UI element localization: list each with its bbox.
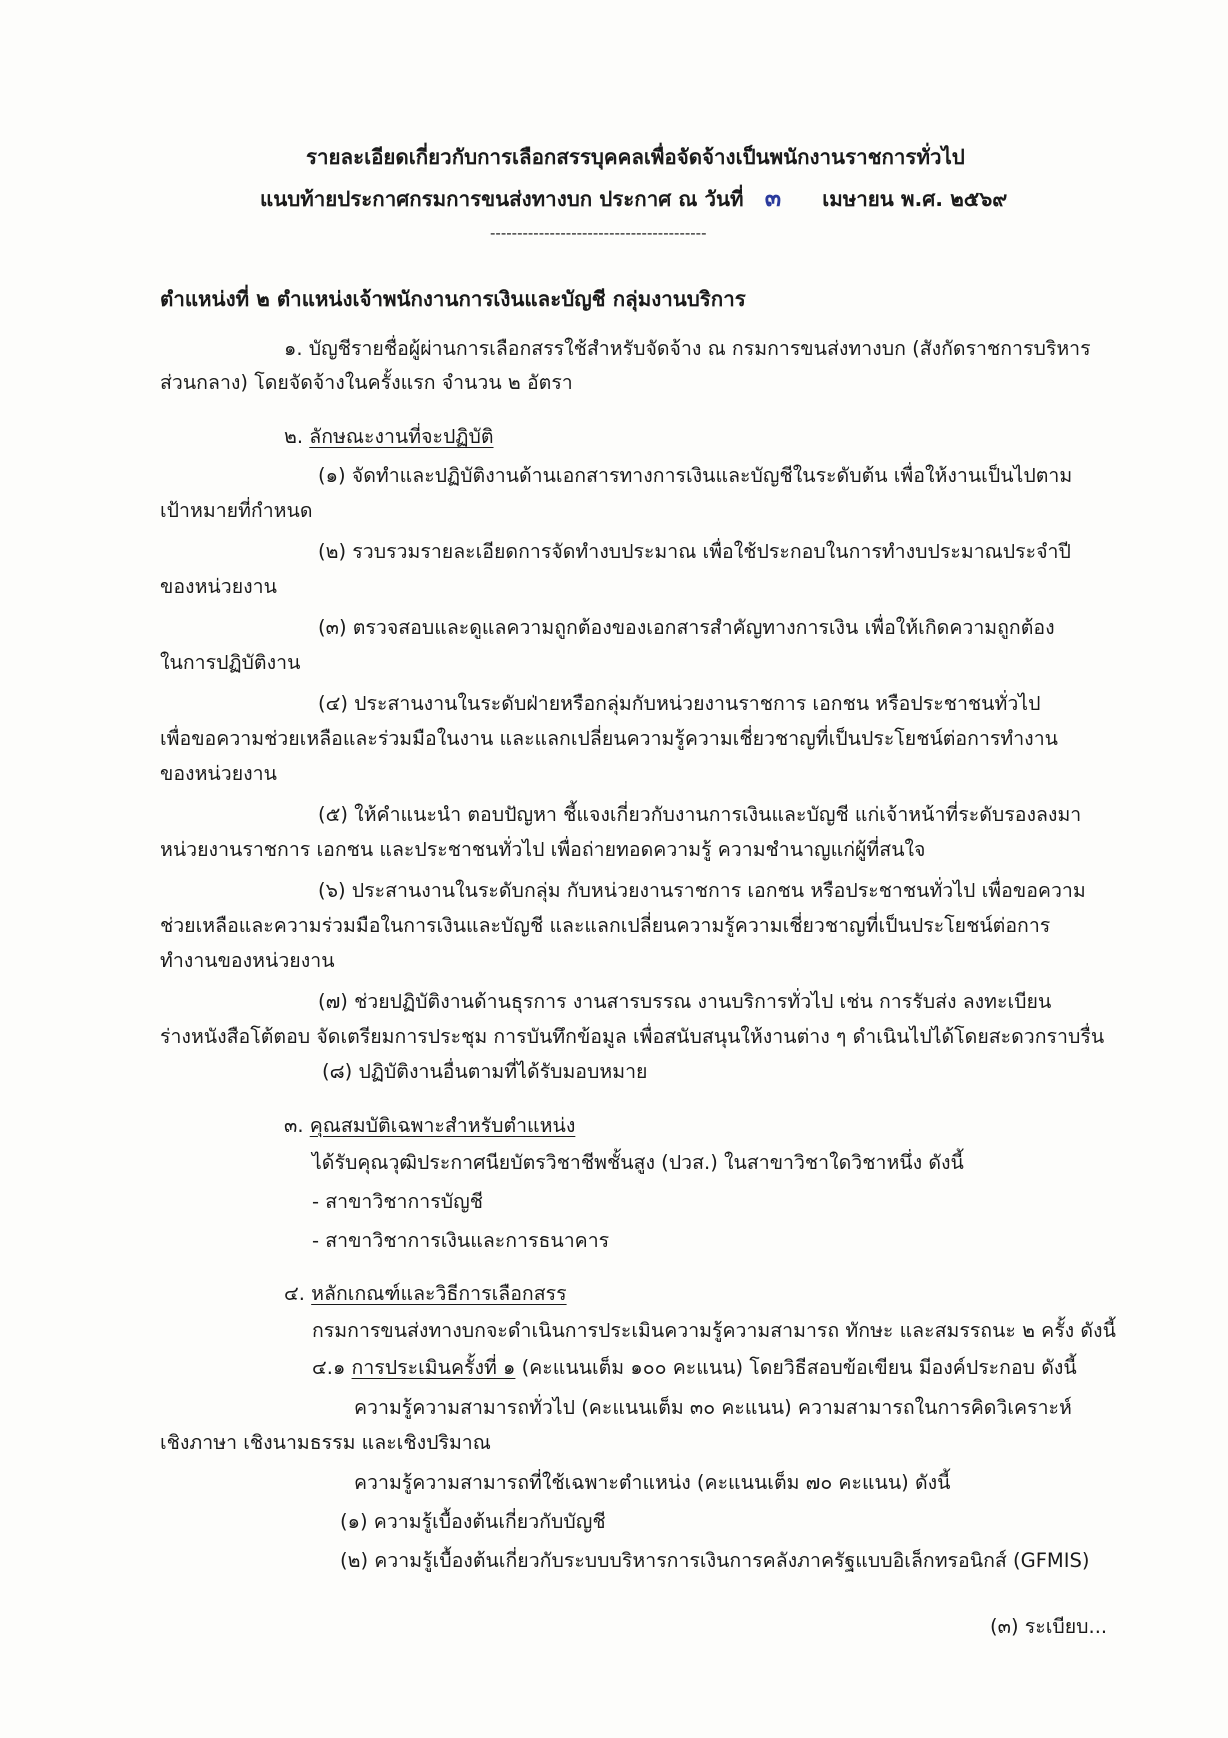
- duty-line: ของหน่วยงาน: [160, 762, 277, 785]
- document-title-line2: [260, 183, 1007, 214]
- duty-line: (๖) ประสานงานในระดับกลุ่ม กับหน่วยงานราชการ เอกชน หรือประชาชนทั่วไป เพื่อขอความ: [318, 879, 1086, 902]
- qualification-line: - สาขาวิชาการบัญชี: [312, 1190, 483, 1213]
- qualification-line: ได้รับคุณวุฒิประกาศนียบัตรวิชาชีพชั้นสูง (ปวส.) ในสาขาวิชาใดวิชาหนึ่ง ดังนี้: [312, 1151, 964, 1174]
- section4-intro: กรมการขนส่งทางบกจะดำเนินการประเมินความรู้ความสามารถ ทักษะ และสมรรถนะ ๒ ครั้ง ดังนี้: [312, 1319, 1116, 1342]
- section4-1-rest: (คะแนนเต็ม ๑๐๐ คะแนน) โดยวิธีสอบข้อเขียน มีองค์ประกอบ ดังนี้: [521, 1356, 1077, 1379]
- qualification-line: - สาขาวิชาการเงินและการธนาคาร: [312, 1229, 610, 1252]
- section4-heading-text: หลักเกณฑ์และวิธีการเลือกสรร: [311, 1282, 567, 1305]
- continued-marker: (๓) ระเบียบ...: [990, 1615, 1108, 1638]
- assessment-line: ความรู้ความสามารถที่ใช้เฉพาะตำแหน่ง (คะแนนเต็ม ๗๐ คะแนน) ดังนี้: [354, 1471, 951, 1494]
- duty-line: (๗) ช่วยปฏิบัติงานด้านธุรการ งานสารบรรณ งานบริการทั่วไป เช่น การรับส่ง ลงทะเบียน: [318, 990, 1052, 1013]
- duty-line: ช่วยเหลือและความร่วมมือในการเงินและบัญชี และแลกเปลี่ยนความรู้ความเชี่ยวชาญที่เป็นประโยชน์ต่อการ: [160, 914, 1051, 937]
- duty-line: (๑) จัดทำและปฏิบัติงานด้านเอกสารทางการเงินและบัญชีในระดับต้น เพื่อให้งานเป็นไปตาม: [318, 464, 1073, 487]
- header-separator: ----------------------------------------: [490, 224, 707, 242]
- duty-line: (๒) รวบรวมรายละเอียดการจัดทำงบประมาณ เพื่อใช้ประกอบในการทำงบประมาณประจำปี: [318, 540, 1071, 563]
- section1-line2: ส่วนกลาง) โดยจัดจ้างในครั้งแรก จำนวน ๒ อัตรา: [160, 371, 573, 394]
- duty-line: (๘) ปฏิบัติงานอื่นตามที่ได้รับมอบหมาย: [322, 1060, 648, 1083]
- duty-line: ในการปฏิบัติงาน: [160, 651, 301, 674]
- section3-number: ๓.: [284, 1114, 304, 1137]
- duty-line: เป้าหมายที่กำหนด: [160, 499, 313, 522]
- position-title: ตำแหน่งที่ ๒ ตำแหน่งเจ้าพนักงานการเงินและบัญชี กลุ่มงานบริการ: [160, 287, 746, 311]
- section4-number: ๔.: [284, 1282, 305, 1305]
- section2-number: ๒.: [284, 425, 304, 448]
- duty-line: (๓) ตรวจสอบและดูแลความถูกต้องของเอกสารสำคัญทางการเงิน เพื่อให้เกิดความถูกต้อง: [318, 616, 1055, 639]
- duty-line: (๕) ให้คำแนะนำ ตอบปัญหา ชี้แจงเกี่ยวกับงานการเงินและบัญชี แก่เจ้าหน้าที่ระดับรองลงมา: [318, 803, 1082, 826]
- section2-heading: [284, 422, 494, 452]
- section3-heading-text: คุณสมบัติเฉพาะสำหรับตำแหน่ง: [309, 1114, 576, 1137]
- section1-line1: ๑. บัญชีรายชื่อผู้ผ่านการเลือกสรรใช้สำหรับจัดจ้าง ณ กรมการขนส่งทางบก (สังกัดราชการบริหาร: [284, 337, 1091, 360]
- section2-heading-text: ลักษณะงานที่จะปฏิบัติ: [309, 425, 494, 448]
- handwritten-day: ๓: [764, 184, 782, 212]
- section4-1-number: ๔.๑: [312, 1356, 346, 1379]
- document-title-line1: รายละเอียดเกี่ยวกับการเลือกสรรบุคคลเพื่อจัดจ้างเป็นพนักงานราชการทั่วไป: [306, 145, 965, 169]
- assessment-line: (๑) ความรู้เบื้องต้นเกี่ยวกับบัญชี: [340, 1510, 606, 1533]
- title-line2-suffix: เมษายน พ.ศ. ๒๕๖๙: [822, 187, 1008, 211]
- duty-line: ทำงานของหน่วยงาน: [160, 949, 335, 972]
- section4-1-heading: การประเมินครั้งที่ ๑: [351, 1356, 516, 1379]
- duty-line: ของหน่วยงาน: [160, 575, 277, 598]
- duty-line: หน่วยงานราชการ เอกชน และประชาชนทั่วไป เพื่อถ่ายทอดความรู้ ความชำนาญแก่ผู้ที่สนใจ: [160, 838, 926, 861]
- duty-line: ร่างหนังสือโต้ตอบ จัดเตรียมการประชุม การบันทึกข้อมูล เพื่อสนับสนุนให้งานต่าง ๆ ดำเนินไปได้โดยสะดวกราบรื่น: [160, 1025, 1105, 1048]
- assessment-line: เชิงภาษา เชิงนามธรรม และเชิงปริมาณ: [160, 1431, 491, 1454]
- duty-line: (๔) ประสานงานในระดับฝ่ายหรือกลุ่มกับหน่วยงานราชการ เอกชน หรือประชาชนทั่วไป: [318, 692, 1041, 715]
- title-line2-prefix: แนบท้ายประกาศกรมการขนส่งทางบก ประกาศ ณ วันที่: [260, 187, 744, 211]
- section3-heading: [284, 1111, 575, 1141]
- section4-heading: [284, 1279, 567, 1309]
- assessment-line: (๒) ความรู้เบื้องต้นเกี่ยวกับระบบบริหารการเงินการคลังภาครัฐแบบอิเล็กทรอนิกส์ (GFMIS): [340, 1549, 1090, 1572]
- assessment-line: ความรู้ความสามารถทั่วไป (คะแนนเต็ม ๓๐ คะแนน) ความสามารถในการคิดวิเคราะห์: [354, 1396, 1072, 1419]
- section4-1-line: [312, 1353, 1077, 1383]
- duty-line: เพื่อขอความช่วยเหลือและร่วมมือในงาน และแลกเปลี่ยนความรู้ความเชี่ยวชาญที่เป็นประโยชน์ต่อการทำงาน: [160, 727, 1058, 750]
